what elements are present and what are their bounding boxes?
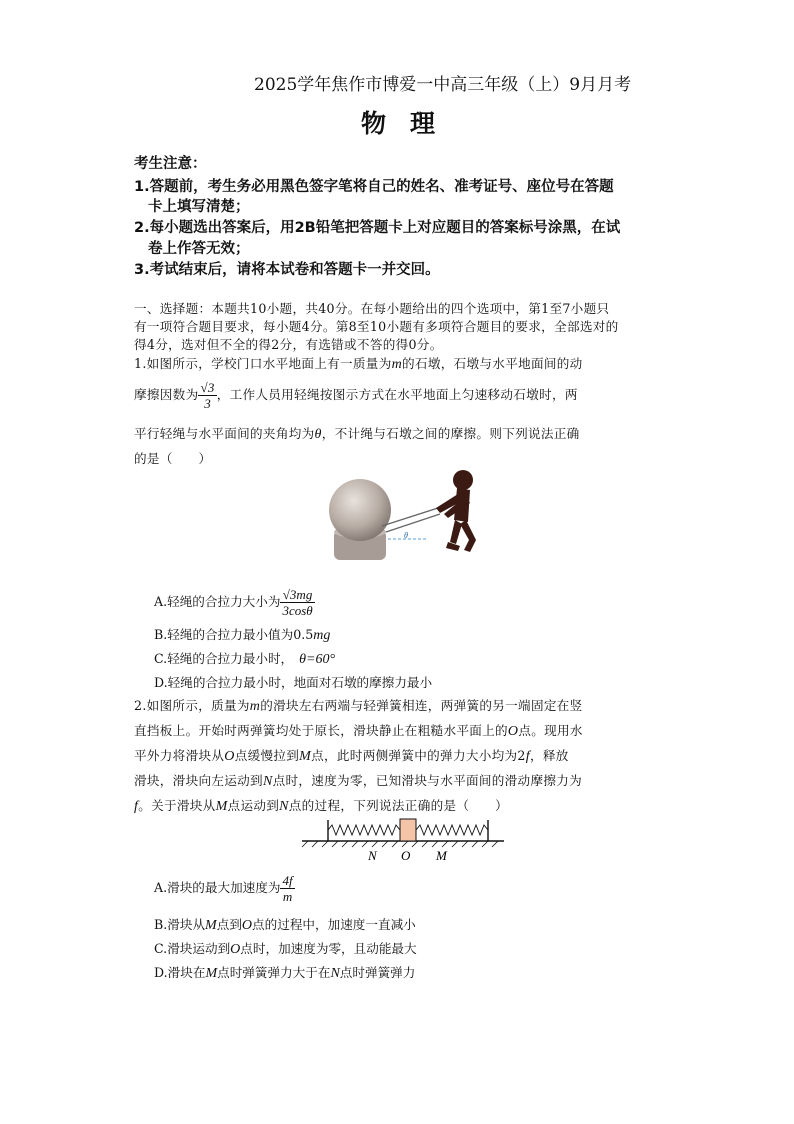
- question-1-text: 摩擦因数为 $\frac{√3}{3}$ ，工作人员用轻绳按图示方式在水平地面上匀速移动石墩时，两: [134, 380, 578, 411]
- exam-title: 2025学年焦作市博爱一中高三年级（上）9月月考: [254, 75, 632, 95]
- point-m-label: M: [436, 848, 447, 863]
- section-instruction: 有一项符合题目要求，每小题4分。第8至10小题有多项符合题目的要求，全部选对的: [134, 319, 619, 334]
- worker-figure-icon: [436, 470, 476, 552]
- notice-line: 卡上填写清楚；: [148, 199, 250, 215]
- question-1-text: 平行轻绳与水平面间的夹角均为θ，不计绳与石墩之间的摩擦。则下列说法正确: [134, 426, 580, 442]
- stone-ball-icon: [329, 479, 391, 560]
- right-spring-icon: [416, 825, 488, 835]
- question-1-text: 的是（ ）: [134, 451, 212, 466]
- stone-pull-figure: [320, 466, 500, 566]
- q2-option-c: C.滑块运动到O点时，加速度为零，且动能最大: [154, 941, 417, 957]
- question-2-text: 2.如图所示，质量为m的滑块左右两端与轻弹簧相连，两弹簧的另一端固定在竖: [134, 698, 583, 714]
- slider-block-icon: [400, 819, 416, 841]
- question-2-text: 平外力将滑块从O点缓慢拉到M点，此时两侧弹簧中的弹力大小均为2f，释放: [134, 748, 569, 764]
- point-n-label: N: [368, 848, 377, 863]
- notice-line: 1.答题前，考生务必用黑色签字笔将自己的姓名、准考证号、座位号在答题: [134, 179, 614, 195]
- spring-block-figure: [298, 814, 508, 866]
- figure-theta-label: θ: [404, 531, 408, 540]
- q1-option-d: D.轻绳的合拉力最小时，地面对石墩的摩擦力最小: [154, 675, 433, 690]
- notice-line: 3.考试结束后，请将本试卷和答题卡一并交回。: [134, 262, 440, 278]
- section-instruction: 一、选择题：本题共10小题，共40分。在每小题给出的四个选项中，第1至7小题只: [134, 301, 610, 316]
- q1-option-b: B.轻绳的合拉力最小值为0.5mg: [154, 627, 331, 643]
- mu-fraction: $\frac{√3}{3}$: [200, 380, 215, 411]
- q1-option-a: A.轻绳的合拉力大小为 $\frac{√3mg}{3\cos\theta}$: [154, 587, 313, 618]
- point-o-label: O: [401, 848, 411, 863]
- notice-line: 2.每小题选出答案后，用2B铅笔把答题卡上对应题目的答案标号涂黑，在试: [134, 220, 621, 236]
- left-spring-icon: [328, 825, 400, 835]
- q1-option-c: C.轻绳的合拉力最小时， θ=60°: [154, 651, 336, 667]
- q2-option-b: B.滑块从M点到O点的过程中，加速度一直减小: [154, 917, 416, 933]
- notice-line: 卷上作答无效；: [148, 241, 250, 257]
- subject-title: 物理: [361, 109, 460, 138]
- notice-heading: 考生注意：: [134, 156, 207, 172]
- q2-option-a: A.滑块的最大加速度为 $\frac{4f}{m}$: [154, 873, 293, 904]
- question-2-text: 直挡板上。开始时两弹簧均处于原长，滑块静止在粗糙水平面上的O点。现用水: [134, 723, 583, 739]
- question-2-text: 滑块，滑块向左运动到N点时，速度为零，已知滑块与水平面间的滑动摩擦力为: [134, 773, 583, 789]
- q2-option-d: D.滑块在M点时弹簧弹力大于在N点时弹簧弹力: [154, 965, 416, 981]
- section-instruction: 得4分，选对但不全的得2分，有选错或不答的得0分。: [134, 337, 443, 352]
- question-2-text: f。关于滑块从M点运动到N点的过程，下列说法正确的是（ ）: [134, 798, 508, 814]
- question-1-text: 1.如图所示，学校门口水平地面上有一质量为m的石墩，石墩与水平地面间的动: [134, 356, 583, 372]
